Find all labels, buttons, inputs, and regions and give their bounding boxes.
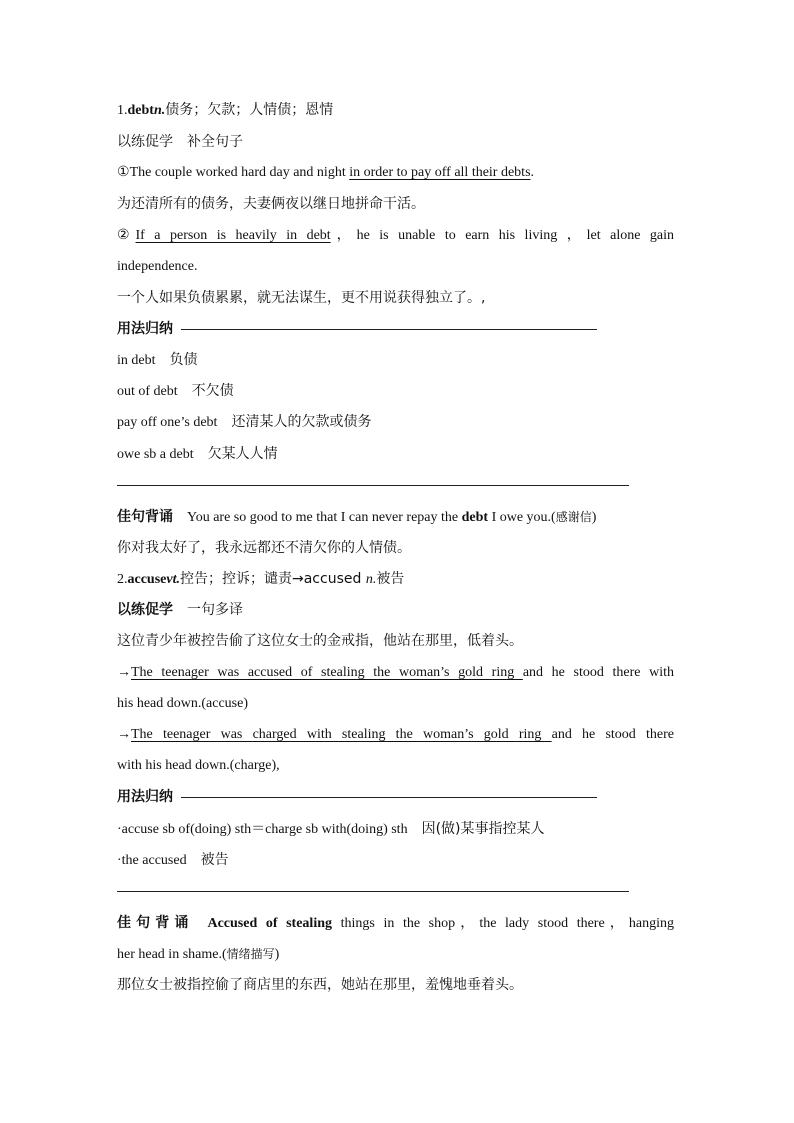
practice-label: 以练促学 xyxy=(117,134,173,150)
usage-phrase: ·the accused xyxy=(117,853,187,868)
entry2-good-sentence xyxy=(117,913,674,934)
usage-meaning: 还清某人的欠款或债务 xyxy=(231,414,372,430)
usage-phrase: in debt xyxy=(117,353,156,368)
entry1-pos: n. xyxy=(153,103,166,118)
sentence-text: and he stood there xyxy=(551,727,674,742)
entry1-sentence2-translation: 一个人如果负债累累，就无法谋生，更不用说获得独立了。, xyxy=(117,290,486,306)
good-sentence-text: things in the shop，the lady stood there，hanging xyxy=(332,916,675,931)
usage-bottom-rule xyxy=(117,891,629,892)
sentence-text: and he stood there with xyxy=(522,665,674,680)
good-sentence-tag: 感谢信 xyxy=(555,510,592,524)
usage-meaning: 因(做)某事指控某人 xyxy=(421,821,545,837)
arrow-icon: → xyxy=(117,727,131,742)
entry2-number: 2. xyxy=(117,572,128,587)
usage-item xyxy=(117,350,198,371)
entry1-sentence1 xyxy=(117,163,534,183)
entry2-meaning2: 被告 xyxy=(376,571,405,587)
entry2-heading xyxy=(117,569,404,590)
usage-item xyxy=(117,412,371,433)
good-sentence-label: 佳句背诵 xyxy=(117,915,194,931)
usage-meaning: 被告 xyxy=(200,852,229,868)
usage-meaning: 负债 xyxy=(169,352,198,368)
sentence-text: ，he is unable to earn his living ，let alone gain xyxy=(330,228,674,243)
usage-bottom-rule xyxy=(117,485,629,486)
entry2-translation2 xyxy=(117,725,674,745)
usage-item xyxy=(117,381,234,402)
good-sentence-label: 佳句背诵 xyxy=(117,509,173,525)
answer-underlined: The teenager was accused of stealing the woman’s gold ring xyxy=(131,665,523,680)
entry2-translation2-continued: with his head down.(charge), xyxy=(117,758,280,773)
entry1-number: 1. xyxy=(117,103,128,118)
sentence-marker: ① xyxy=(117,165,130,180)
entry2-good-sentence-translation: 那位女士被指控偷了商店里的东西，她站在那里，羞愧地垂着头。 xyxy=(117,977,523,993)
entry2-translation1 xyxy=(117,663,674,683)
usage-phrase: ·accuse sb of(doing) sth＝charge sb with(doing) sth xyxy=(117,822,408,837)
entry2-good-sentence-continued xyxy=(117,944,279,965)
entry2-usage-label: 用法归纳 xyxy=(117,789,173,805)
good-sentence-keyword: debt xyxy=(461,510,489,525)
sentence-marker: ② xyxy=(117,228,136,243)
usage-item xyxy=(117,850,229,871)
good-sentence-text: I owe you.( xyxy=(488,510,556,525)
practice-task: 补全句子 xyxy=(187,134,243,150)
entry2-headword: accuse xyxy=(127,572,167,587)
good-sentence-tag: 情绪描写 xyxy=(226,947,275,961)
answer-underlined: in order to pay off all their debts xyxy=(349,165,531,180)
entry2-meaning: 控告；控诉；谴责→accused xyxy=(180,571,366,587)
good-sentence-close: ) xyxy=(591,510,597,525)
entry1-sentence1-translation: 为还清所有的债务，夫妻俩夜以继日地拼命干活。 xyxy=(117,196,425,212)
sentence-end: . xyxy=(530,165,535,180)
entry2-practice-header xyxy=(117,600,243,620)
usage-phrase: pay off one’s debt xyxy=(117,415,218,430)
entry2-pos2: n. xyxy=(365,572,377,587)
entry1-sentence2 xyxy=(117,226,674,246)
sentence-text: The couple worked hard day and night xyxy=(129,165,350,180)
usage-item xyxy=(117,444,278,465)
entry2-pos: vt. xyxy=(166,572,180,587)
entry1-practice-header xyxy=(117,132,243,152)
entry1-headword: debt xyxy=(127,103,154,118)
answer-underlined: If a person is heavily in debt xyxy=(135,228,331,243)
usage-phrase: out of debt xyxy=(117,384,178,399)
entry2-chinese-sentence: 这位青少年被控告偷了这位女士的金戒指，他站在那里，低着头。 xyxy=(117,633,523,649)
answer-underlined: The teenager was charged with stealing the woman’s gold ring xyxy=(131,727,552,742)
practice-label: 以练促学 xyxy=(117,602,173,618)
usage-item xyxy=(117,819,545,840)
entry2-translation1-continued: his head down.(accuse) xyxy=(117,696,249,711)
usage-top-rule xyxy=(181,329,597,330)
entry1-meaning: 债务；欠款；人情债；恩情 xyxy=(165,102,334,118)
usage-meaning: 不欠债 xyxy=(191,383,234,399)
arrow-icon: → xyxy=(117,665,131,680)
entry1-heading xyxy=(117,100,333,121)
entry1-good-sentence xyxy=(117,507,596,528)
usage-top-rule xyxy=(181,797,597,798)
good-sentence-close: ) xyxy=(274,947,280,962)
good-sentence-text: You are so good to me that I can never repay the xyxy=(187,510,462,525)
entry1-usage-label: 用法归纳 xyxy=(117,321,173,337)
usage-phrase: owe sb a debt xyxy=(117,447,194,462)
good-sentence-keyword: Accused of stealing xyxy=(207,916,332,931)
good-sentence-text: her head in shame.( xyxy=(117,947,227,962)
usage-meaning: 欠某人人情 xyxy=(207,446,278,462)
practice-task: 一句多译 xyxy=(187,602,243,618)
entry1-good-sentence-translation: 你对我太好了，我永远都还不清欠你的人情债。 xyxy=(117,540,411,556)
entry1-sentence2-continued: independence. xyxy=(117,259,198,274)
